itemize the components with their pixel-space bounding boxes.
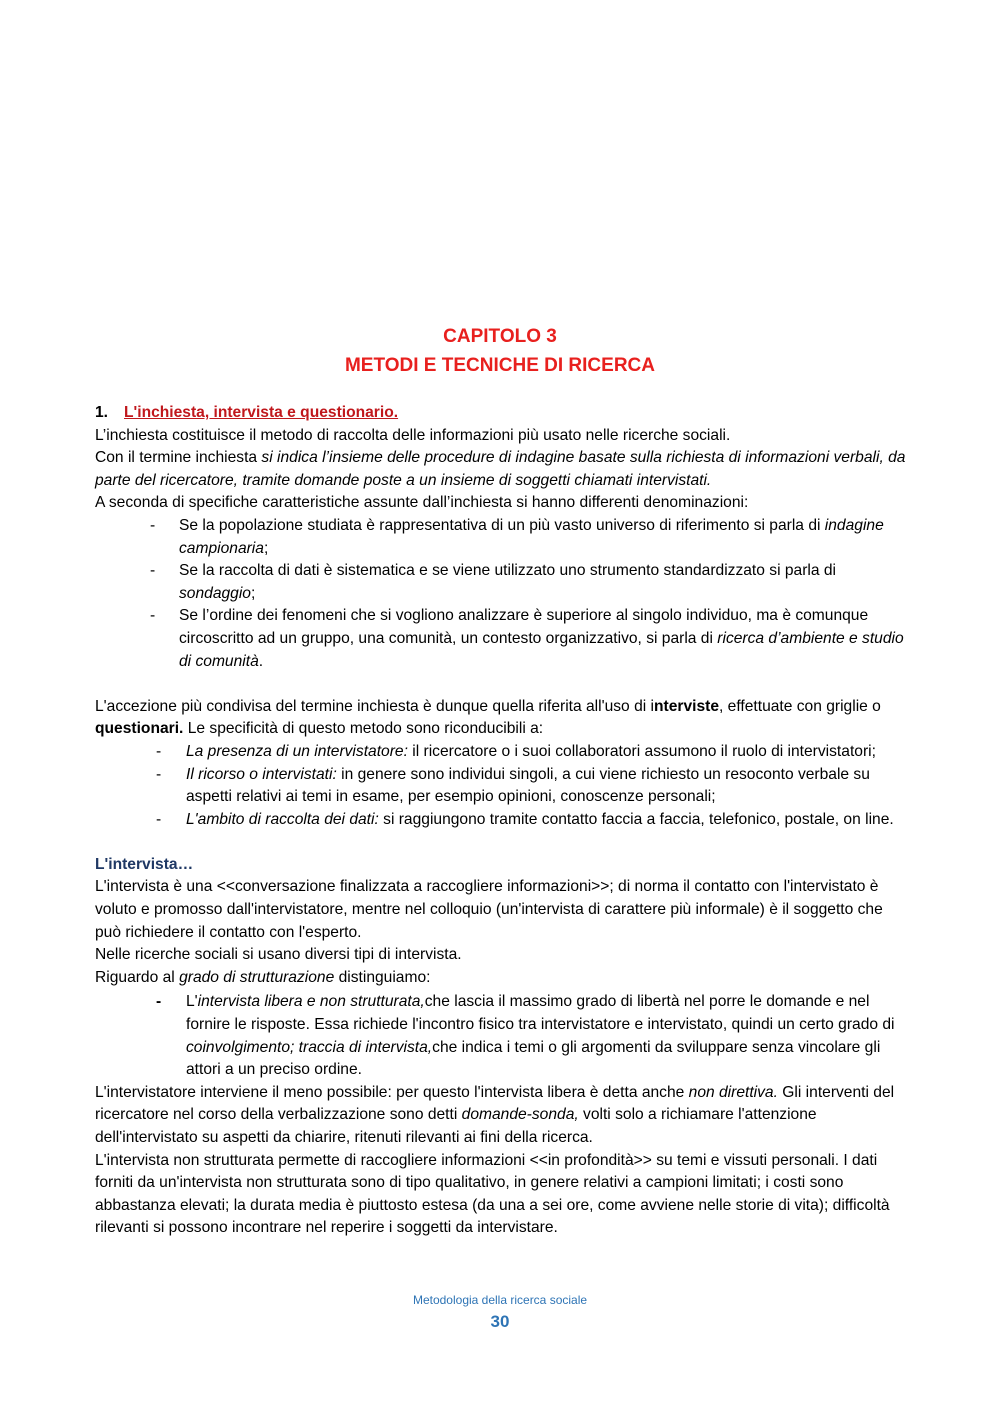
list-text-c: che lascia il massimo grado di libertà nel porre le domande e nel fornire le risposte. Essa richiede l'incontro fisico tra intervistatore e intervistato, quindi un certo grado di <box>186 993 895 1034</box>
dash-bullet: - <box>150 607 156 625</box>
intervista-paragraph-1: L'intervista è una <<conversazione finalizzata a raccogliere informazioni>>; di norma il contatto con l'intervistato è voluto e promosso dall'intervistatore, mentre nel colloquio (un'intervista di carattere più informale) è il soggetto che può richiedere il contatto con l'esperto. <box>95 878 883 941</box>
list-item-tail: ; <box>263 539 269 557</box>
list-italic-d: coinvolgimento; traccia di intervista, <box>186 1038 433 1056</box>
intervista-paragraph-2: Nelle ricerche sociali si usano diversi tipi di intervista. <box>95 946 462 964</box>
intro-paragraph-3: A seconda di specifiche caratteristiche assunte dall’inchiesta si hanno differenti denominazioni: <box>95 494 749 512</box>
chapter-title <box>0 322 1000 380</box>
list-item-tail: . <box>258 652 264 670</box>
dash-bullet: - <box>150 516 156 534</box>
para2-text-a: L'accezione più condivisa del termine inchiesta è dunque quella riferita all'uso di i <box>95 697 654 715</box>
section-number: 1. <box>95 404 109 421</box>
dash-bullet: - <box>156 810 162 828</box>
intro-paragraph-1: L’inchiesta costituisce il metodo di raccolta delle informazioni più usato nelle ricerche sociali. <box>95 426 731 444</box>
list-item-text: si raggiungono tramite contatto faccia a faccia, telefonico, postale, on line. <box>378 810 894 828</box>
section-heading <box>95 402 910 425</box>
list-item <box>95 605 910 673</box>
list-text-e: che indica i temi o gli argomenti da sviluppare senza vincolare gli attori a un preciso ordine. <box>186 1038 881 1079</box>
closing-paragraph-2: L'intervista non strutturata permette di raccogliere informazioni <<in profondità>> su temi e vissuti personali. I dati forniti da un'intervista non strutturata sono di tipo qualitativo, in genere relativi a campioni limitati; i costi sono abbastanza elevati; la durata media è piuttosto estesa (da una a sei ore, come avviene nelle storie di vita); difficoltà rilevanti si possono incontrare nel reperire i soggetti da intervistare. <box>95 1151 890 1237</box>
p3-italic: grado di strutturazione <box>179 968 335 986</box>
p3-text-a: Riguardo al <box>95 968 180 986</box>
closing-text-e: volti solo a richiamare l'attenzione dell'intervistato su aspetti da chiarire, ritenuti rilevanti ai fini della ricerca. <box>95 1106 817 1146</box>
list-item-emphasis: sondaggio <box>179 584 251 602</box>
closing-paragraph-1 <box>95 1082 910 1150</box>
page-content <box>95 322 910 1240</box>
list-item <box>95 809 910 832</box>
footer-title: Metodologia della ricerca sociale <box>412 1293 588 1307</box>
denominations-list <box>95 515 910 673</box>
para2-bold-b: nterviste <box>654 697 720 715</box>
list-item-tail: ; <box>250 584 256 602</box>
list-item <box>95 741 910 764</box>
intro-p2-text: Con il termine inchiesta <box>95 449 262 467</box>
spacer <box>95 831 910 854</box>
list-item-text: Se la raccolta di dati è sistematica e se viene utilizzato uno strumento standardizzato si parla di <box>179 562 837 580</box>
dash-bullet: - <box>150 562 156 580</box>
list-item-text: il ricercatore o i suoi collaboratori assumono il ruolo di intervistatori; <box>407 742 876 760</box>
specificities-list <box>95 741 910 831</box>
list-item <box>95 515 910 560</box>
list-item-emphasis: La presenza di un intervistatore: <box>186 742 408 760</box>
closing-text-a: L'intervistatore interviene il meno possibile: per questo l'intervista libera è detta anche <box>95 1083 689 1101</box>
dash-bullet: - <box>156 765 162 783</box>
intervista-paragraph-3 <box>95 967 910 990</box>
structure-list <box>95 991 910 1081</box>
list-item-text: in genere sono individui singoli, a cui viene richiesto un resoconto verbale su aspetti relativi ai temi in esame, per esempio opinioni, conoscenze personali; <box>186 765 870 806</box>
p3-text-c: distinguiamo: <box>334 968 431 986</box>
chapter-subtitle: METODI E TECNICHE DI RICERCA <box>344 355 655 376</box>
list-text-a: L' <box>186 993 198 1011</box>
dash-bullet: - <box>156 993 162 1011</box>
para2-text-c: , effettuate con griglie o <box>719 697 881 715</box>
page-number: 30 <box>490 1312 510 1331</box>
list-item-emphasis: ricerca d’ambiente e studio di comunità <box>179 629 904 670</box>
dash-bullet: - <box>156 742 162 760</box>
list-item-emphasis: L'ambito di raccolta dei dati: <box>186 810 379 828</box>
list-item <box>95 764 910 809</box>
paragraph-accezione <box>95 696 910 741</box>
intro-p2-italic: si indica l’insieme delle procedure di indagine basate sulla richiesta di informazioni verbali, da parte del ricercatore, tramite domande poste a un insieme di soggetti chiamati intervistati. <box>95 449 906 489</box>
intervista-heading: L'intervista… <box>95 855 194 873</box>
list-item <box>95 991 910 1081</box>
intro-paragraph-2 <box>95 447 910 492</box>
closing-text-c: Gli interventi del ricercatore nel corso della verbalizzazione sono detti <box>95 1083 895 1124</box>
section-title: L'inchiesta, intervista e questionario. <box>124 404 399 421</box>
chapter-number: CAPITOLO 3 <box>443 326 557 347</box>
spacer <box>95 673 910 696</box>
list-item <box>95 560 910 605</box>
list-italic-b: intervista libera e non strutturata, <box>197 993 425 1011</box>
closing-italic-b: non direttiva. <box>688 1083 778 1101</box>
para2-bold-d: questionari. <box>95 720 184 738</box>
para2-text-e: Le specificità di questo metodo sono riconducibili a: <box>183 720 544 738</box>
closing-italic-d: domande-sonda, <box>461 1106 579 1124</box>
list-item-emphasis: Il ricorso o intervistati: <box>186 765 337 783</box>
list-item-emphasis: indagine campionaria <box>179 516 884 557</box>
list-item-text: Se la popolazione studiata è rappresentativa di un più vasto universo di riferimento si parla di <box>179 516 825 534</box>
list-item-text: Se l’ordine dei fenomeni che si vogliono analizzare è superiore al singolo individuo, ma è comunque circoscritto ad un gruppo, una comunità, un contesto organizzativo, si parla di <box>179 607 869 647</box>
